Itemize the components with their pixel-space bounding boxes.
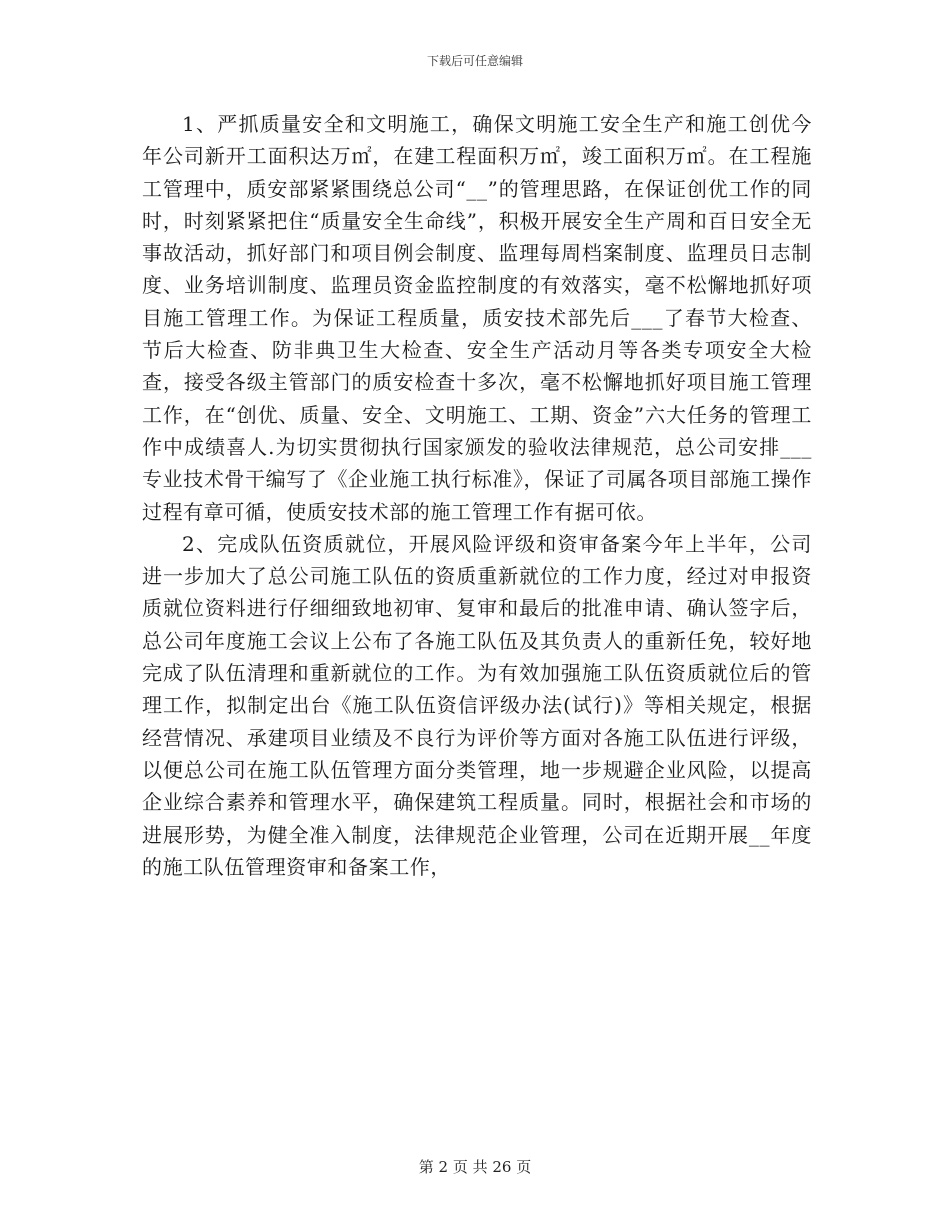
paragraph-team-qualification: 2、完成队伍资质就位，开展风险评级和资审备案今年上半年，公司进一步加大了总公司施工队伍的资质重新就位的工作力度，经过对申报资质就位资料进行仔细细致地初审、复审和最后的批准申请、确认签字后，总公司年度施工会议上公布了各施工队伍及其负责人的重新任免，较好地完成了队伍清理和重新就位的工作。为有效加强施工队伍资质就位后的管理工作，拟制定出台《施工队伍资信评级办法(试行)》等相关规定，根据经营情况、承建项目业绩及不良行为评价等方面对各施工队伍进行评级，以便总公司在施工队伍管理方面分类管理，地一步规避企业风险，以提高企业综合素养和管理水平，确保建筑工程质量。同时，根据社会和市场的进展形势，为健全准入制度，法律规范企业管理，公司在近期开展__年度的施工队伍管理资审和备案工作， — [142, 531, 812, 879]
page-number: 第 2 页 共 26 页 — [418, 1158, 532, 1176]
page-header: 下载后可任意编辑 — [426, 54, 523, 68]
document-body — [142, 108, 812, 883]
paragraph-quality-safety: 1、严抓质量安全和文明施工，确保文明施工安全生产和施工创优今年公司新开工面积达万㎡，在建工程面积万㎡，竣工面积万㎡。在工程施工管理中，质安部紧紧围绕总公司“__”的管理思路，在保证创优工作的同时，时刻紧紧把住“质量安全生命线”，积极开展安全生产周和百日安全无事故活动，抓好部门和项目例会制度、监理每周档案制度、监理员日志制度、业务培训制度、监理员资金监控制度的有效落实，毫不松懈地抓好项目施工管理工作。为保证工程质量，质安技术部先后___了春节大检查、节后大检查、防非典卫生大检查、安全生产活动月等各类专项安全大检查，接受各级主管部门的质安检查十多次，毫不松懈地抓好项目施工管理工作，在“创优、质量、安全、文明施工、工期、资金”六大任务的管理工作中成绩喜人.为切实贯彻执行国家颁发的验收法律规范，总公司安排___专业技术骨干编写了《企业施工执行标准》，保证了司属各项目部施工操作过程有章可循，使质安技术部的施工管理工作有据可依。 — [142, 112, 812, 524]
